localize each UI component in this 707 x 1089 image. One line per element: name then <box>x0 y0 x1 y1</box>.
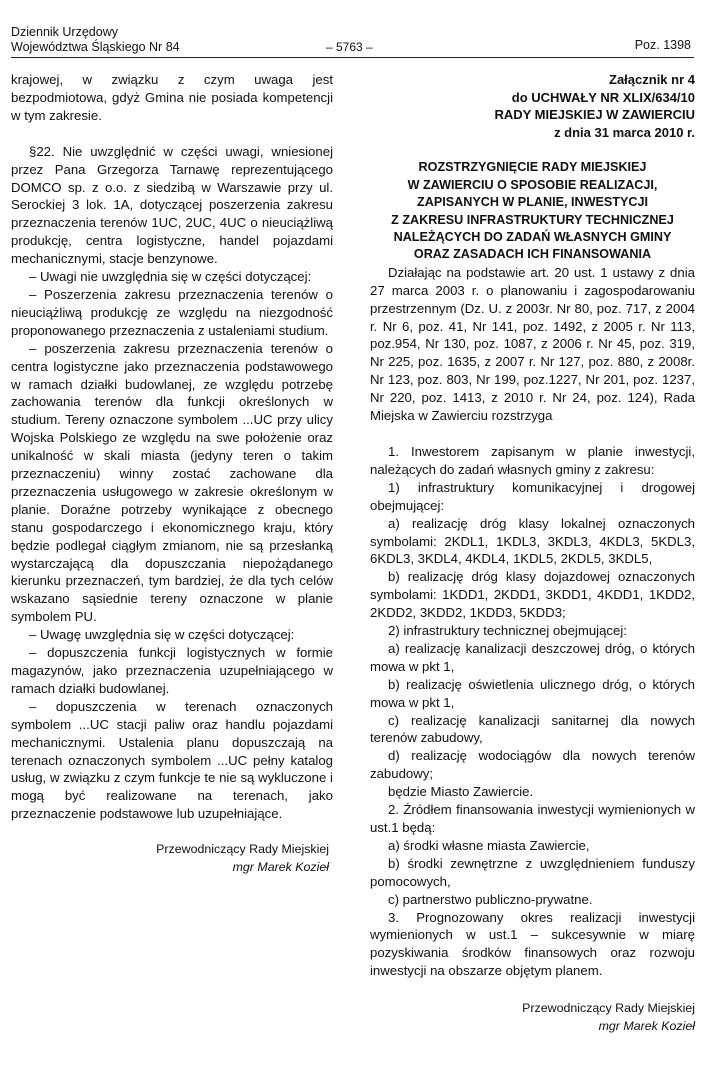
position-number: Poz. 1398 <box>634 38 691 52</box>
list-item: d) realizację wodociągów dla nowych terenów zabudowy; <box>370 748 695 782</box>
page-number: – 5763 – <box>326 40 373 54</box>
signature-name: mgr Marek Kozieł <box>232 859 329 874</box>
title-line: W ZAWIERCIU O SPOSOBIE REALIZACJI, <box>407 177 658 192</box>
title-line: ZAPISANYCH W PLANIE, INWESTYCJI <box>417 195 648 210</box>
signature-role: Przewodniczący Rady Miejskiej <box>156 842 329 857</box>
annex-line: z dnia 31 marca 2010 r. <box>554 124 695 140</box>
signature-block <box>11 841 333 876</box>
list-item: b) realizację dróg klasy dojazdowej oznaczonych symbolami: 1KDD1, 2KDD1, 3KDD1, 4KDD1, 1KDD2, 2KDD2, 3KDD2, 1KDD3, 5KDD3; <box>370 569 695 621</box>
title-line: ROZSTRZYGNIĘCIE RADY MIEJSKIEJ <box>418 160 647 175</box>
annex-heading <box>370 71 695 141</box>
title-line: ORAZ ZASADACH ICH FINANSOWANIA <box>413 247 652 262</box>
journal-title-line-2: Województwa Śląskiego Nr 84 <box>11 40 180 54</box>
journal-title-line-1: Dziennik Urzędowy <box>11 25 118 39</box>
resolution-title <box>370 159 695 263</box>
annex-line: Załącznik nr 4 <box>609 72 695 87</box>
list-item: b) środki zewnętrzne z uwzględnieniem funduszy pomocowych, <box>370 855 695 889</box>
annex-line: do UCHWAŁY NR XLIX/634/10 <box>511 89 695 105</box>
intro-paragraph: Działając na podstawie art. 20 ust. 1 ustawy z dnia 27 marca 2003 r. o planowaniu i zagospodarowaniu przestrzennym (Dz. U. z 2003r. Nr 80, poz. 717, z 2004 r. Nr 6, poz. 41, Nr 141, poz. 1492, z 2005 r. Nr 113, poz.954, Nr 130, poz. 1087, z 2006 r. Nr 45, poz. 319, Nr 225, poz. 1635, z 2007 r. Nr 127, poz. 880, z 2008r. Nr 123, poz. 803, Nr 199, poz.1227, Nr 201, poz. 1237, Nr 220, poz. 1413, z 2010 r. Nr 24, poz. 124), Rada Miejska w Zawierciu rozstrzyga <box>370 264 695 424</box>
paragraph: – Poszerzenia zakresu przeznaczenia terenów o nieuciążliwą produkcję ze względu na niezgodność proponowanego przeznaczenia z ustaleniami studium. <box>11 286 333 338</box>
paragraph: – Uwagę uwzględnia się w części dotyczącej: <box>29 627 295 643</box>
list-item: 2. Źródłem finansowania inwestycji wymienionych w ust.1 będą: <box>370 802 695 835</box>
header-divider <box>11 57 694 58</box>
list-item: a) środki własne miasta Zawiercie, <box>388 837 590 853</box>
title-line: Z ZAKRESU INFRASTRUKTURY TECHNICZNEJ <box>391 212 674 227</box>
list-item: c) realizację kanalizacji sanitarnej dla nowych terenów zabudowy, <box>370 712 695 746</box>
left-column <box>11 71 333 876</box>
paragraph: – Uwagi nie uwzględnia się w części dotyczącej: <box>29 269 312 285</box>
list-item: 3. Prognozowany okres realizacji inwestycji wymienionych w ust.1 – sukcesywnie w miarę pozyskiwania środków finansowych oraz rozwoju inwestycji na obszarze objętym planem. <box>370 909 695 979</box>
list-item: a) realizację kanalizacji deszczowej dróg, o których mowa w pkt 1, <box>370 640 695 674</box>
list-item: 1) infrastruktury komunikacyjnej i drogowej obejmującej: <box>370 479 695 513</box>
signature-name: mgr Marek Kozieł <box>598 1018 695 1033</box>
signature-role: Przewodniczący Rady Miejskiej <box>522 1001 695 1016</box>
list-item: 1. Inwestorem zapisanym w planie inwestycji, należących do zadań własnych gminy z zakresu: <box>370 443 695 477</box>
paragraph: – dopuszczenia w terenach oznaczonych symbolem ...UC stacji paliw oraz handlu pojazdami mechanicznymi. Ustalenia planu dopuszczają na terenach oznaczonych symbolem ...UC pełny katalog usług, w związku z czym funkcje te nie są wykluczone i mogą być realizowane na terenach, jako przeznaczenie podstawowe lub uzupełniające. <box>11 698 333 822</box>
right-column <box>370 71 695 1035</box>
paragraph: – poszerzenia zakresu przeznaczenia terenów o centra logistyczne jako przeznaczenia podstawowego w ramach działki budowlanej, ze względu potrzebę zachowania terenów dla funkcji określonych w studium. Tereny oznaczone symbolem ...UC przy ulicy Wojska Polskiego ze względu na swe położenie oraz unikalność w skali miasta (jedyny teren o takim przeznaczeniu) winny zostać zachowane dla przeznaczenia usługowego w zakresie określonym w planie. Doraźne potrzeby wynikające z obecnego stanu gospodarczego i ekonomicznego kraju, który będzie podlegał ciągłym zmianom, nie są przesłanką wystarczającą dla dopuszczania niepożądanego kierunku przeznaczeń, tym bardziej, że dla tych celów wskazano sąsiednie tereny oznaczone w planie symbolem PU. <box>11 340 333 625</box>
list-item: b) realizację oświetlenia ulicznego dróg, o których mowa w pkt 1, <box>370 676 695 710</box>
paragraph: krajowej, w związku z czym uwaga jest bezpodmiotowa, gdyż Gmina nie posiada kompetencji w tym zakresie. <box>11 72 333 123</box>
list-item: 2) infrastruktury technicznej obejmującej: <box>388 623 627 639</box>
paragraph: – dopuszczenia funkcji logistycznych w formie magazynów, jako przeznaczenia uzupełniającego w ramach działki budowlanej. <box>11 645 333 696</box>
list-item: będzie Miasto Zawiercie. <box>388 784 534 800</box>
annex-line: RADY MIEJSKIEJ W ZAWIERCIU <box>494 107 695 123</box>
title-line: NALEŻĄCYCH DO ZADAŃ WŁASNYCH GMINY <box>393 230 672 244</box>
list-item: c) partnerstwo publiczno-prywatne. <box>388 891 593 907</box>
list-item: a) realizację dróg klasy lokalnej oznaczonych symbolami: 2KDL1, 1KDL3, 3KDL3, 4KDL3, 5KDL3, 6KDL3, 3KDL4, 4KDL4, 1KDL5, 2KDL5, 3KDL5, <box>370 515 695 567</box>
signature-block <box>370 1000 695 1035</box>
paragraph-section-22: §22. Nie uwzględnić w części uwagi, wniesionej przez Pana Grzegorza Tarnawę reprezentującego DOMCO sp. z o.o. z siedzibą w Warszawie przy ul. Serockiej 3 lok. 1A, dotyczącej poszerzenia zakresu przeznaczenia terenów 1UC, 2UC, 4UC o nieuciążliwą produkcję, centra logistyczne, handel pojazdami mechanicznymi, stacje benzynowe. <box>11 143 333 267</box>
journal-title <box>11 25 180 55</box>
